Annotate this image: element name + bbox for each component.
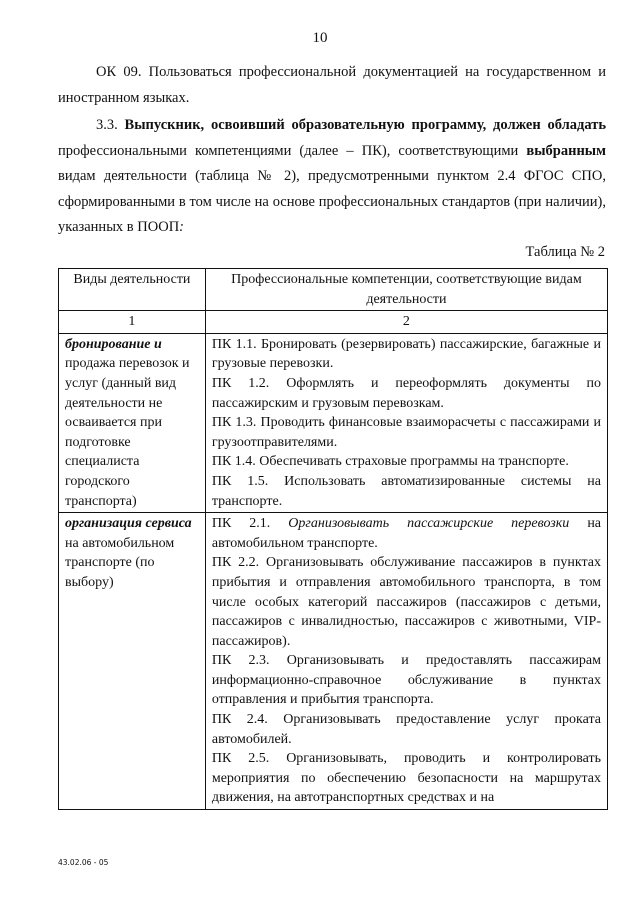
activity-description: на автомобильном транспорте (по выбору) (65, 535, 175, 590)
activity-name: бронирование и (65, 336, 162, 352)
table-caption: Таблица № 2 (525, 244, 605, 260)
table-row (59, 333, 608, 512)
paragraph-ok09: ОК 09. Пользоваться профессиональной документацией на государственном и иностранном языках. (58, 64, 606, 106)
page-number: 10 (312, 30, 328, 46)
paragraph-3-3 (58, 113, 606, 241)
column-number-2: 2 (205, 311, 607, 334)
paragraph-text: профессиональными компетенциями (далее – ПК), соответствующими (58, 142, 519, 159)
competence-item: ПК 1.2. Оформлять и переоформлять документы по пассажирским и грузовым перевозкам. (211, 375, 601, 411)
competence-item: ПК 1.1. Бронировать (резервировать) пассажирские, багажные и грузовые перевозки. (211, 336, 601, 372)
competence-item: ПК 2.5. Организовывать, проводить и контролировать мероприятия по обеспечению безопасности на маршрутах движения, на автотранспортных средствах и на (211, 751, 601, 806)
activity-name: организация сервиса (65, 516, 192, 532)
competence-item: ПК 2.4. Организовывать предоставление услуг проката автомобилей. (211, 712, 601, 747)
column-number-1: 1 (59, 311, 206, 334)
competence-item: ПК 1.4. Обеспечивать страховые программы на транспорте. (211, 454, 569, 470)
paragraph-bold-text: Выпускник, освоивший образовательную программу, должен обладать (124, 117, 607, 133)
competence-suffix: на автомобильном транспорте. (211, 516, 602, 551)
paragraph-tail: : (179, 219, 185, 235)
paragraph-text-rest: видам деятельности (таблица № 2), предусмотренными пунктом 2.4 ФГОС СПО, сформированными в том числе на основе профессиональных стандартов (при наличии), указанных в ПООП (58, 168, 606, 235)
competences-table (58, 268, 608, 810)
competence-item: ПК 2.3. Организовывать и предоставлять пассажирам информационно-справочное обслуживание в пунктах отправления и прибытия транспорта. (211, 653, 601, 708)
table-number-row (59, 311, 608, 334)
table-header-row (59, 269, 608, 311)
header-competences: Профессиональные компетенции, соответствующие видам деятельности (205, 269, 607, 311)
activity-cell (59, 333, 206, 512)
activity-cell (59, 513, 206, 810)
competence-item: ПК 1.5. Использовать автоматизированные системы на транспорте. (211, 473, 601, 509)
footer-code: 43.02.06 - 05 (58, 858, 109, 867)
paragraph-number: 3.3. (96, 117, 118, 133)
activity-description: продажа перевозок и услуг (данный вид деятельности не осваивается при подготовке специалиста городского транспорта) (65, 356, 190, 509)
competence-item: ПК 1.3. Проводить финансовые взаиморасчеты с пассажирами и грузоотправителями. (211, 415, 601, 450)
competence-item: ПК 2.2. Организовывать обслуживание пассажиров в пунктах прибытия и отправления автомобильного транспорта, в том числе особых категорий пассажиров (пассажиров с детьми, пассажиров с инвалидностью, пассажиров с животными, VIP-пассажиров). (211, 555, 601, 649)
competence-item (212, 514, 601, 553)
table-row (59, 513, 608, 810)
paragraph-bold-text-2: выбранным (526, 142, 606, 159)
competence-italic: Организовывать пассажирские перевозки (288, 516, 570, 532)
competence-prefix: ПК 2.1. (211, 516, 271, 532)
header-activities: Виды деятельности (59, 269, 206, 311)
competences-cell (205, 333, 607, 512)
competences-cell (205, 513, 607, 810)
